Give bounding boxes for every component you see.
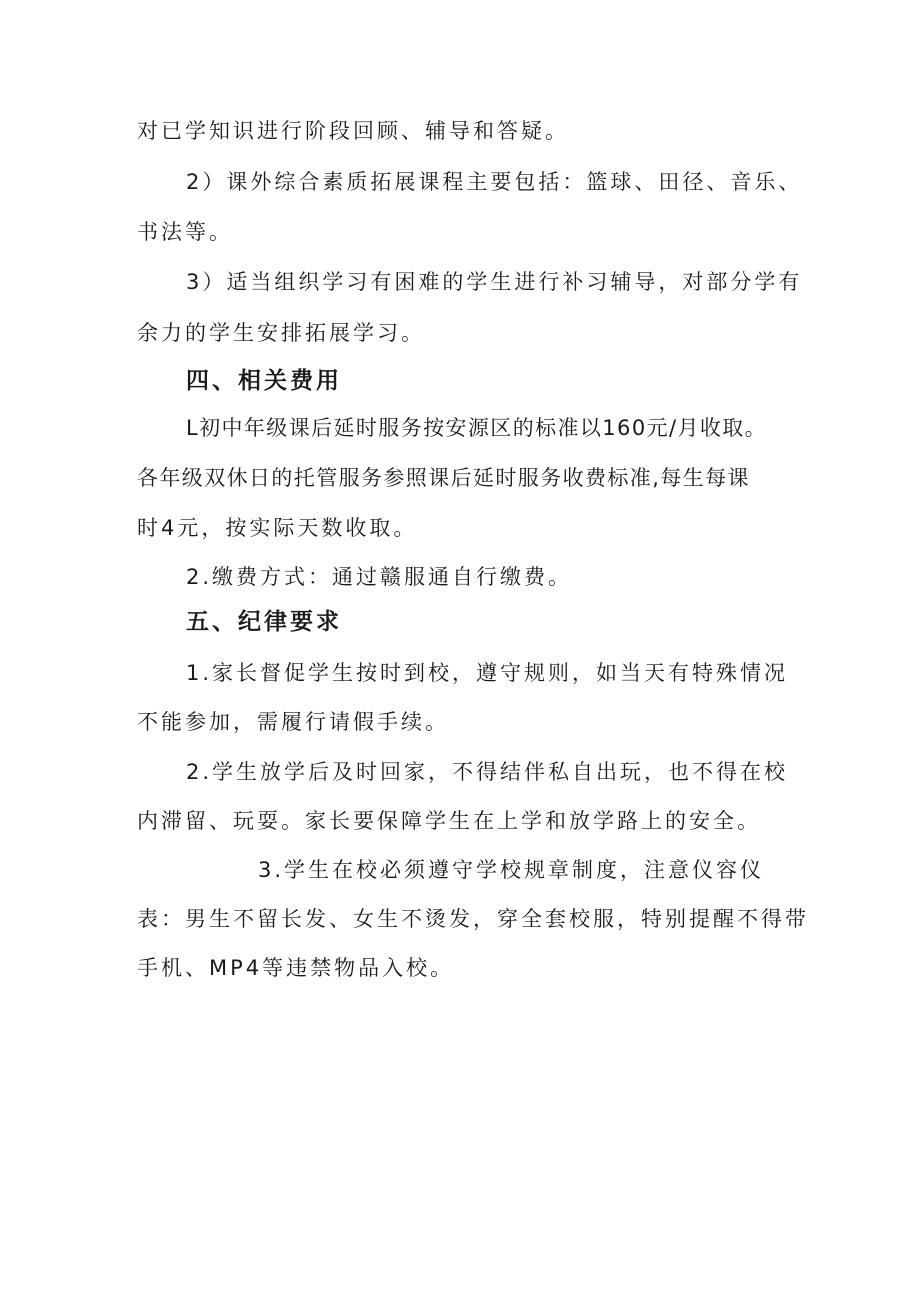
discipline-item-3-line: 手机、MP4等违禁物品入校。 — [137, 956, 455, 980]
section-heading-discipline: 五、纪律要求 — [186, 609, 342, 635]
discipline-item-3-line: 3.学生在校必须遵守学校规章制度，注意仪容仪 — [258, 858, 765, 882]
discipline-item-2-line: 2.学生放学后及时回家，不得结伴私自出玩，也不得在校 — [186, 760, 789, 784]
fees-item-1-line: L初中年级课后延时服务按安源区的标准以160元/月收取。 — [186, 416, 768, 440]
fees-item-1-line: 各年级双休日的托管服务参照课后延时服务收费标准,每生每课 — [137, 466, 750, 490]
discipline-item-1-line: 1.家长督促学生按时到校，遵守规则，如当天有特殊情况 — [186, 661, 789, 685]
paragraph-line: 对已学知识进行阶段回顾、辅导和答疑。 — [137, 119, 569, 143]
fees-item-1-line: 时4元，按实际天数收取。 — [137, 516, 418, 540]
list-item-2-line: 2）课外综合素质拓展课程主要包括：篮球、田径、音乐、 — [186, 170, 803, 194]
discipline-item-2-line: 内滞留、玩耍。家长要保障学生在上学和放学路上的安全。 — [137, 809, 761, 833]
list-item-2-line: 书法等。 — [137, 220, 233, 244]
section-heading-fees: 四、相关费用 — [186, 368, 342, 394]
list-item-3-line: 3）适当组织学习有困难的学生进行补习辅导，对部分学有 — [186, 270, 803, 294]
discipline-item-1-line: 不能参加，需履行请假手续。 — [137, 710, 449, 734]
fees-item-2-line: 2.缴费方式：通过赣服通自行缴费。 — [186, 565, 573, 589]
list-item-3-line: 余力的学生安排拓展学习。 — [137, 321, 425, 345]
discipline-item-3-line: 表：男生不留长发、女生不烫发，穿全套校服，特别提醒不得带 — [137, 907, 809, 931]
